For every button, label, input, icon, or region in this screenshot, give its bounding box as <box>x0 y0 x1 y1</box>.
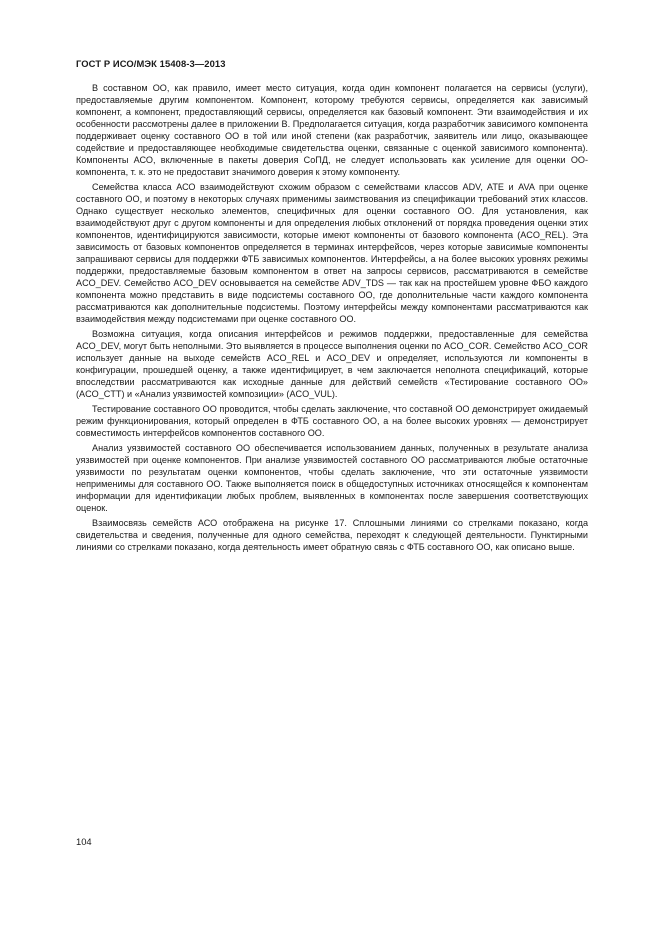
paragraph-testing: Тестирование составного ОО проводится, чтобы сделать заключение, что составной ОО демонстрирует ожидаемый режим функционирования, который определен в ФТБ составного ОО, а на более высоких уровнях — демонстрирует совместимость интерфейсов компонентов составного ОО. <box>76 404 588 438</box>
body-text <box>76 82 588 556</box>
paragraph-vulnerability-analysis: Анализ уязвимостей составного ОО обеспечивается использованием данных, полученных в результате анализа уязвимостей при оценке компонентов. При анализе уязвимостей составного ОО рассматриваются любые остаточные уязвимости по результатам оценки компонентов, чтобы сделать заключение, что эти остаточные уязвимости неприменимы для составного ОО. Также выполняется поиск в общедоступных источниках относящейся к компонентам информации для идентификации любых проблем, выявленных в компонентах после завершения соответствующих оценок. <box>76 443 588 513</box>
paragraph-composite-dependencies: В составном ОО, как правило, имеет место ситуация, когда один компонент полагается на сервисы (услуги), предоставляемые другим компонентом. Компонент, которому требуются сервисы, определяется как зависимый компонент, а компонент, предоставляющий сервисы, определяется как базовый компонент. Эти взаимодействия и их особенности рассмотрены далее в приложении В. Предполагается ситуация, когда разработчик зависимого компонента поддерживает оценку составного ОО в той или иной степени (как разработчик, заявитель или лицо, оказывающее содействие и предоставляющее необходимые свидетельства оценки, связанные с оценкой зависимого компонента). Компоненты АСО, включенные в пакеты доверия СоПД, не следует использовать как усиление для оценки ОО-компонента, т. к. это не предоставит значимого доверия к этому компоненту. <box>76 83 588 177</box>
paragraph-aco-families: Семейства класса АСО взаимодействуют схожим образом с семействами классов ADV, ATE и AVA при оценке составного ОО, и поэтому в некоторых случаях применимы заимствования из спецификации требований этих классов. Однако существует несколько элементов, специфичных для оценки составного ОО. Для установления, как взаимодействуют друг с другом компоненты и для определения любых отклонений от порядка проведения оценки этих компонентов, идентифицируются зависимости, которые имеют компоненты от базового компонента (ACO_REL). Эта зависимость от базовых компонентов определяется в терминах интерфейсов, через которые зависимые компоненты запрашивают сервисы для поддержки ФТБ зависимых компонентов. Интерфейсы, а на более высоких уровнях режимы поддержки, предоставляемые базовым компонентом в ответ на запросы сервисов, рассматриваются в семействе ACO_DEV. Семейство ACO_DEV основывается на семействе ADV_TDS — так как на простейшем уровне ФБО каждого компонента можно представить в виде подсистемы составного ОО, где дополнительные части каждого компонента рассматриваются как дополнительные подсистемы. Поэтому интерфейсы между компонентами рассматриваются как взаимодействия между подсистемами при оценке составного ОО. <box>76 182 588 324</box>
paragraph-figure-reference: Взаимосвязь семейств АСО отображена на рисунке 17. Сплошными линиями со стрелками показано, когда свидетельства и сведения, полученные для одного семейства, переходят к следующей деятельности. Пунктирными линиями со стрелками показано, когда деятельность имеет обратную связь с ФТБ составного ОО, как описано выше. <box>76 518 588 552</box>
page-number: 104 <box>76 836 92 847</box>
document-header: ГОСТ Р ИСО/МЭК 15408-3—2013 <box>76 58 226 69</box>
paragraph-aco-cor: Возможна ситуация, когда описания интерфейсов и режимов поддержки, предоставленные для семейства ACO_DEV, могут быть неполными. Это выявляется в процессе выполнения оценки по ACO_COR. Семейство ACO_COR использует данные на выходе семейств ACO_REL и ACO_DEV и определяет, используются ли компоненты в конфигурации, прошедшей оценку, а также идентифицирует, в чем заключается неполнота спецификаций, которые впоследствии рассматриваются как исходные данные для действий семейств «Тестирование составного ОО» (ACO_CTT) и «Анализ уязвимостей композиции» (ACO_VUL). <box>76 329 588 399</box>
